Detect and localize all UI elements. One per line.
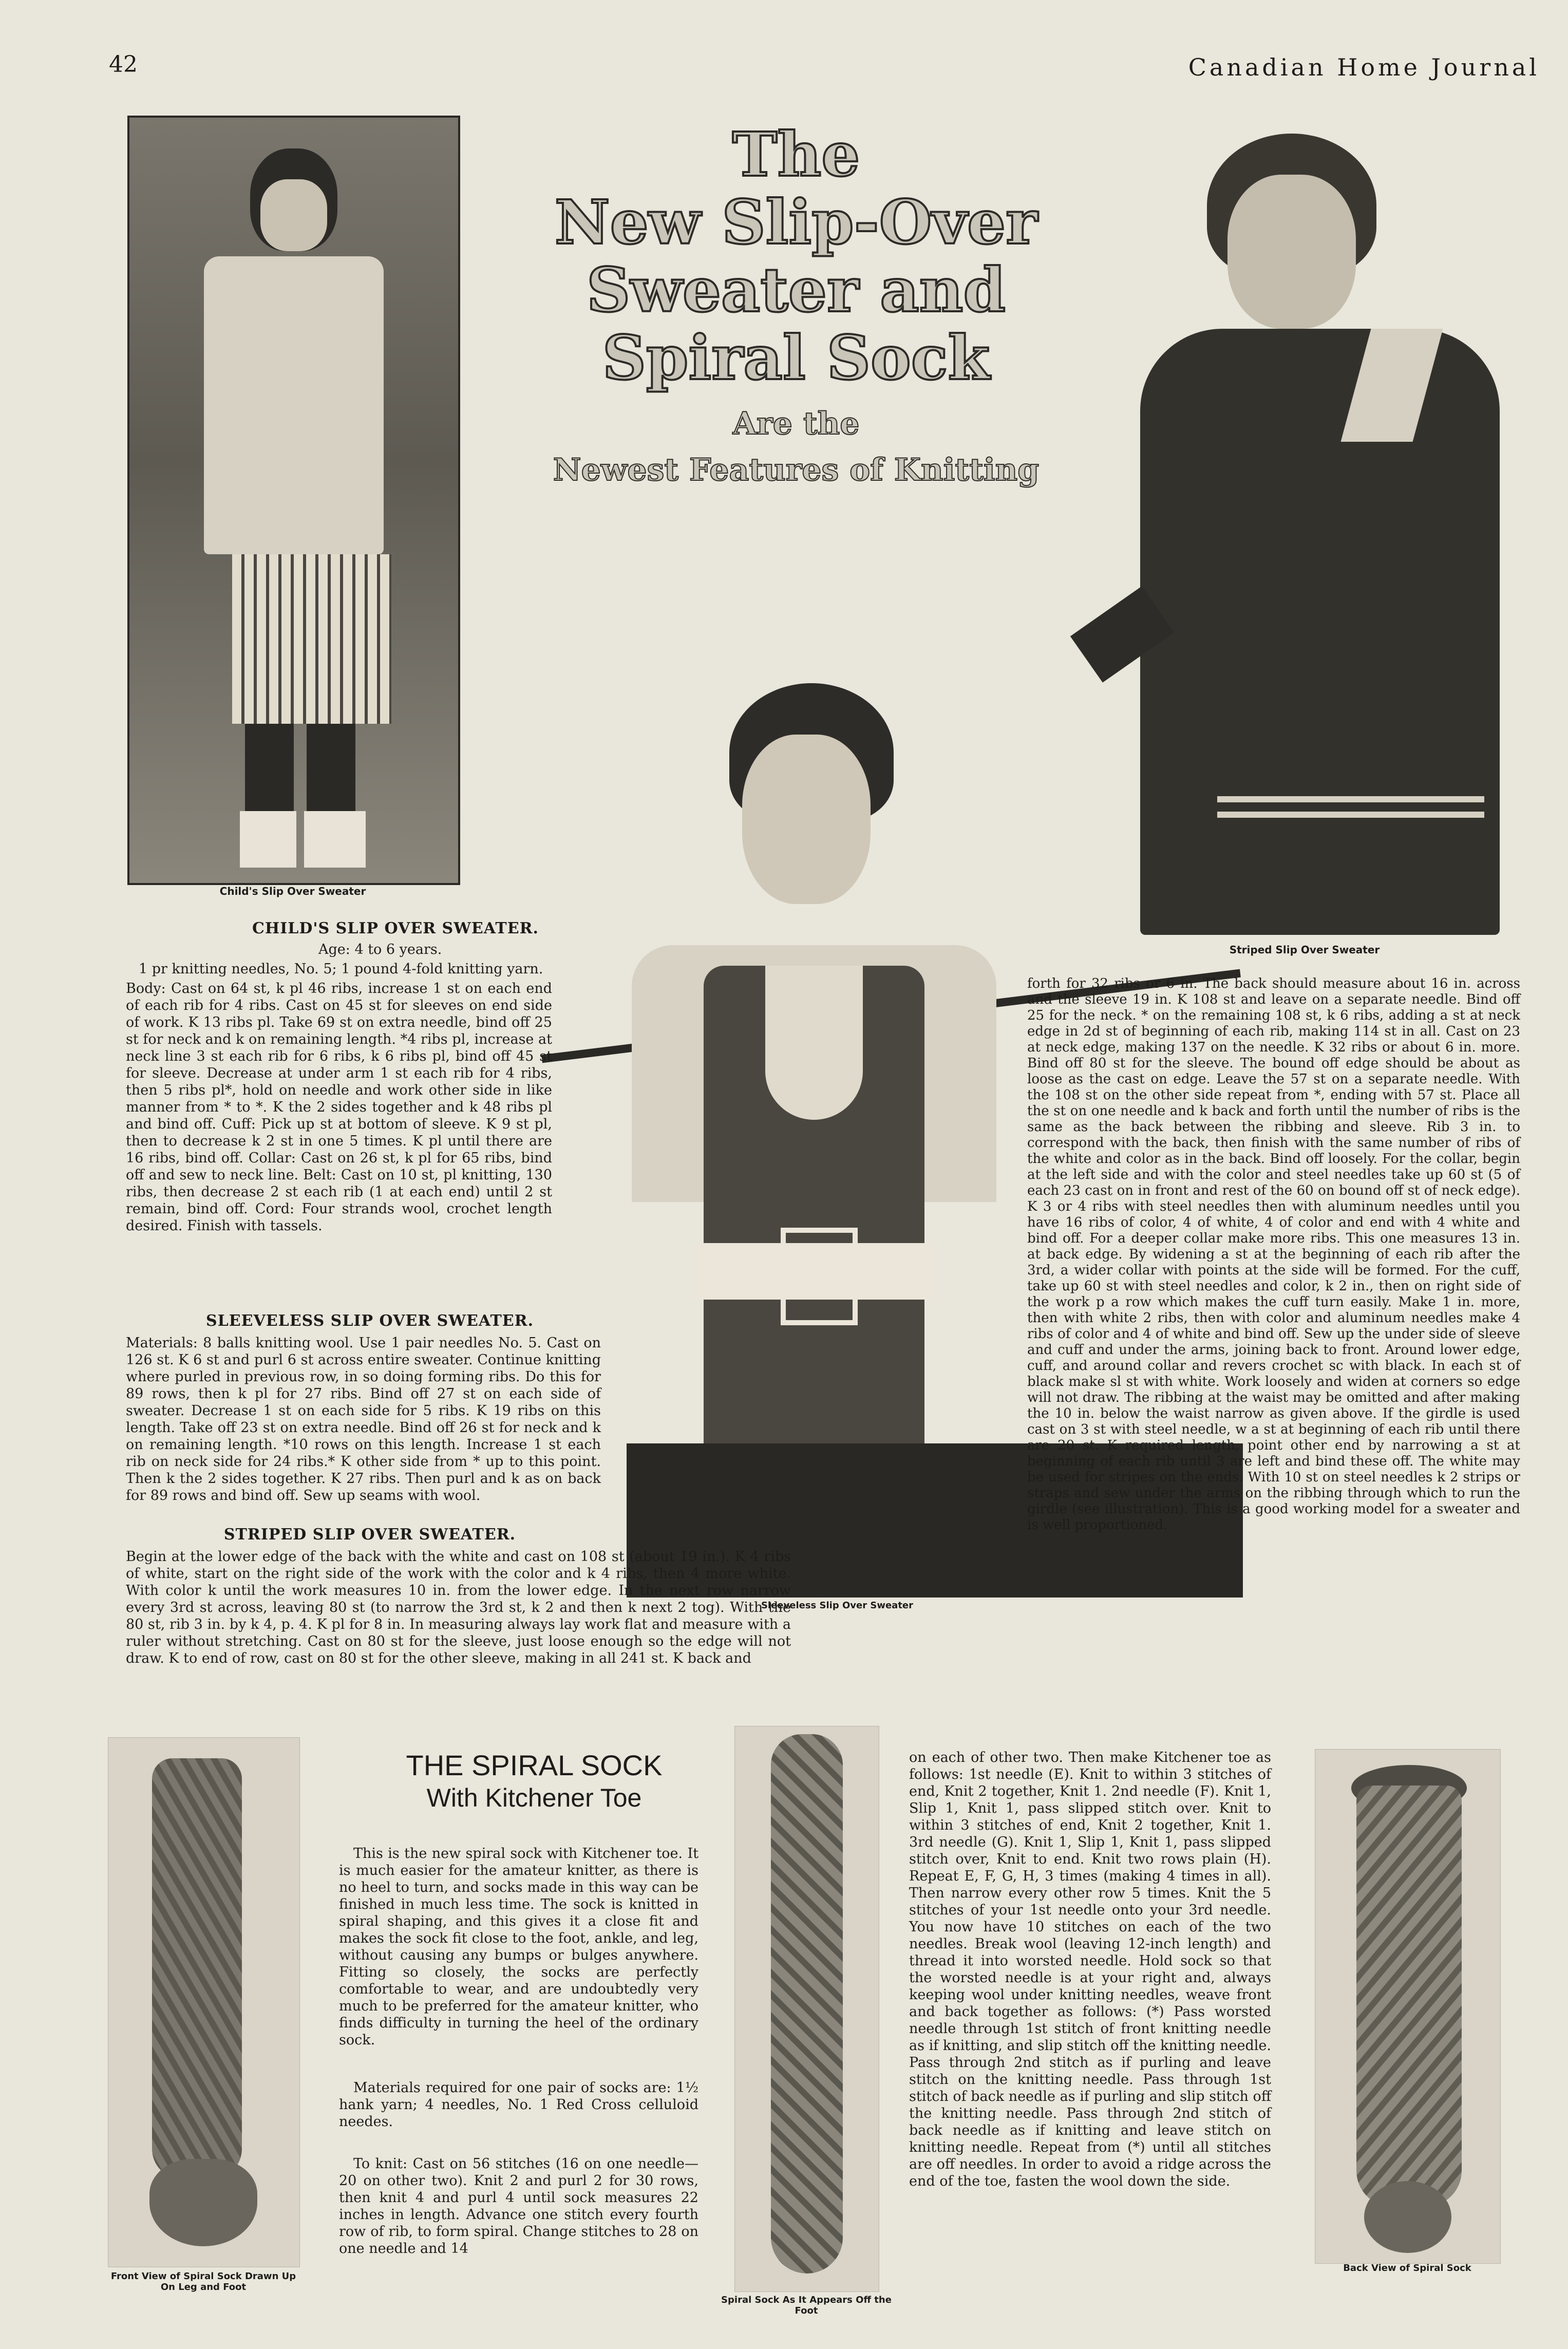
sock-para3: To knit: Cast on 56 stitches (16 on one needle—20 on other two). Knit 2 and purl 2 for 30 rows, then knit 4 and purl 4 until sock measures 22 inches in length. Advance one stitch every fourth row of rib, to form spiral. Change stitches to 28 on one needle and 14 [339,2156,698,2257]
child-age: Age: 4 to 6 years. [318,942,442,957]
striped-sweater-caption: Striped Slip Over Sweater [1229,944,1380,956]
sock-front-caption: Front View of Spiral Sock Drawn Up On Leg and Foot [110,2271,296,2292]
page-number: 42 [109,51,138,78]
child-materials: 1 pr knitting needles, No. 5; 1 pound 4-fold knitting yarn. [139,961,543,977]
sock-off-caption: Spiral Sock As It Appears Off the Foot [721,2295,892,2316]
sleeveless-text: Materials: 8 balls knitting wool. Use 1 pair needles No. 5. Cast on 126 st. K 6 st and purl 6 st across entire sweater. Continue knitting where purled in previous row, in so doing forming ribs. Do this for 89 rows, then k pl for 27 ribs. Bind off 27 st on each side of sweater. Decrease 1 st on each side for 5 ribs. K 19 ribs on this length. Take off 23 st on extra needle. Bind off 26 st for neck and k on remaining length. *10 rows on this length. Increase 1 st each rib on neck side for 24 ribs.* K other side from * up to this point. Then k the 2 sides together. K 27 ribs. Then purl and k as on back for 89 rows and bind off. Sew up seams with wool. [126,1335,601,1504]
sock-col2: on each of other two. Then make Kitchener toe as follows: 1st needle (E). Knit to within 3 stitches of end, Knit 2 together, Knit 1. 2nd needle (F). Knit 1, Slip 1, Knit 1, pass slipped stitch over. Knit to within 3 stitches of end, Knit 2 together, Knit 1. 3rd needle (G). Knit 1, Slip 1, Knit 1, pass slipped stitch over, Knit to end. Knit two rows plain (H). Repeat E, F, G, H, 3 times (making 4 times in all). Then narrow every other row 5 times. Knit the 5 stitches of your 1st needle onto your 3rd needle. You now have 10 stitches on each of the two needles. Break wool (leaving 12-inch length) and thread it into worsted needle. Hold sock so that the worsted needle is at your right and, always keeping wool under knitting needles, weave front and back together as follows: (*) Pass worsted needle through 1st stitch of front knitting needle as if knitting, and slip stitch off the knitting needle. Pass through 2nd stitch as if purling and leave stitch on the knitting needle. Pass through 1st stitch of back needle as if purling and slip stitch off the knitting needle. Pass through 2nd stitch of back needle as if knitting and leave stitch on knitting needle. Repeat from (*) until all stitches are off needles. In order to avoid a ridge across the end of the toe, fasten the wool down the side. [909,1750,1271,2189]
child-sweater-photo [127,116,460,885]
sock-title-block [370,1749,698,1814]
sock-front-photo [108,1737,300,2267]
striped-section-heading: STRIPED SLIP OVER SWEATER. [223,1526,516,1544]
headline [508,121,1084,491]
sock-para2: Materials required for one pair of socks are: 1½ hank yarn; 4 needles, No. 1 Red Cross celluloid needes. [339,2080,698,2130]
sleeveless-section-heading: SLEEVELESS SLIP OVER SWEATER. [205,1312,534,1330]
striped-text-left: Begin at the lower edge of the back with the white and cast on 108 st (about 19 in.). K 4 ribs of white, start on the right side of the work with the color and k 4 ribs, then 4 more white. With color k until the work measures 10 in. from the lower edge. In the next row narrow every 3rd st across, leaving 80 st (to narrow the 3rd st, k 2 and then k next 2 tog). With the 80 st, rib 3 in. by k 4, p. 4. K pl for 8 in. In measuring always lay work flat and measure with a ruler without stretching. Cast on 80 st for the sleeve, just loose enough so the edge will not draw. K to end of row, cast on 80 st for the other sleeve, making in all 241 st. K back and [126,1549,791,1666]
child-text: Body: Cast on 64 st, k pl 46 ribs, increase 1 st on each end of each rib for 4 ribs. Cast on 45 st for sleeves on end side of work. K 13 ribs pl. Take 69 st on extra needle, bind off 25 st for neck and k on remaining length. *4 ribs pl, increase at neck line 3 st each rib for 6 ribs, k 6 ribs pl, bind off 45 st for sleeve. Decrease at under arm 1 st each rib for 4 ribs, then 5 ribs pl*, hold on needle and work other side in like manner from * to *. K the 2 sides together and k 48 ribs pl and bind off. Cuff: Pick up st at bottom of sleeve. K 9 st pl, then to decrease k 2 st in one 5 times. K pl until there are 16 ribs, bind off. Collar: Cast on 26 st, k pl for 65 ribs, bind off and sew to neck line. Belt: Cast on 10 st, pl knitting, 130 ribs, then decrease 2 st each rib (1 at each end) until 2 st remain, bind off. Cord: Four strands wool, crochet length desired. Finish with tassels. [126,981,552,1234]
sock-title: THE SPIRAL SOCK [406,1749,663,1781]
sock-para1: This is the new spiral sock with Kitchener toe. It is much easier for the amateur knitter, as there is no heel to turn, and socks made in this way can be finished in much less time. The sock is knitted in spiral shaping, and this gives it a close fit and makes the sock fit close to the foot, ankle, and leg, without causing any bumps or bulges anywhere. Fitting so closely, the socks are perfectly comfortable to wear, and are undoubtedly very much to be preferred for the amateur knitter, who finds difficulty in turning the heel of the ordinary sock. [339,1846,698,2048]
child-sweater-caption: Child's Slip Over Sweater [219,885,366,897]
sock-off-photo [734,1726,879,2292]
journal-title: Canadian Home Journal [1188,53,1540,81]
striped-text-right: forth for 32 ribs or 6 in. The back should measure about 16 in. across and the sleeve 19 in. K 108 st and leave on a separate needle. Bind off 25 for the neck. * on the remaining 108 st, k 6 ribs, adding a st at neck edge in 2d st of beginning of each rib, making 114 st in all. Cast on 23 at neck edge, making 137 on the needle. K 32 ribs or about 6 in. more. Bind off 80 st for the sleeve. The bound off edge should be about as loose as the cast on edge. Leave the 57 st on a separate needle. With the 108 st on the other side repeat from *, ending with 57 st. Place all the st on one needle and k back and forth until the number of ribs is the same as the back between the ribbing and sleeve. Rib 3 in. to correspond with the back, then finish with the same number of ribs of the white and color as in the back. Bind off loosely. For the collar, begin at the left side and with the color and steel needles take up 60 st (5 of each 23 cast on in front and rest of the 60 on bound off st of neck edge). K 3 or 4 ribs with steel needles then with aluminum needles until you have 16 ribs of color, 4 of white, 4 of color and end with 4 white and bind off. For a deeper collar make more ribs. This one measures 13 in. at back edge. By widening a st at the beginning of each rib after the 3rd, a wider collar with points at the side will be formed. For the cuff, take up 60 st with steel needles and color, k 2 in., then on right side of the work p a row which makes the cuff turn easily. Make 1 in. more, then with white 2 ribs, then with color and aluminum needles make 4 ribs of color and 4 of white and bind off. Sew up the under side of sleeve and cuff and under the arms, joining back to front. Around lower edge, cuff, and around collar and revers crochet sc with black. In each st of black make sl st with white. Work loosely and widen at corners so edge will not draw. The ribbing at the waist may be omitted and after making the 10 in. below the waist narrow as given above. If the girdle is used cast on 3 st with steel needle, w a st at beginning of each rib until there are 20 st. K required length, point other end by narrowing a st at beginning of each rib until 3 are left and bind these off. The white may be used for stripes on the ends. With 10 st on steel needles k 2 strips or straps and sew under the arms on the ribbing through which to run the girdle (see illustration). This is a good working model for a sweater and is well proportioned. [1027,976,1520,1533]
sock-subtitle: With Kitchener Toe [426,1783,642,1812]
headline-sub1: Are the [732,406,860,442]
headline-sub2: Newest Features of Knitting [553,452,1040,488]
sock-back-photo [1315,1749,1501,2264]
headline-line1: The [732,119,860,190]
headline-line4: Spiral Sock [602,322,990,393]
sleeveless-sweater-caption: Sleeveless Slip Over Sweater [761,1600,914,1611]
headline-line2: New Slip-Over [554,186,1038,258]
child-section-heading: CHILD'S SLIP OVER SWEATER. [252,919,539,937]
headline-line3: Sweater and [587,254,1006,326]
sock-back-caption: Back View of Spiral Sock [1343,2263,1471,2273]
